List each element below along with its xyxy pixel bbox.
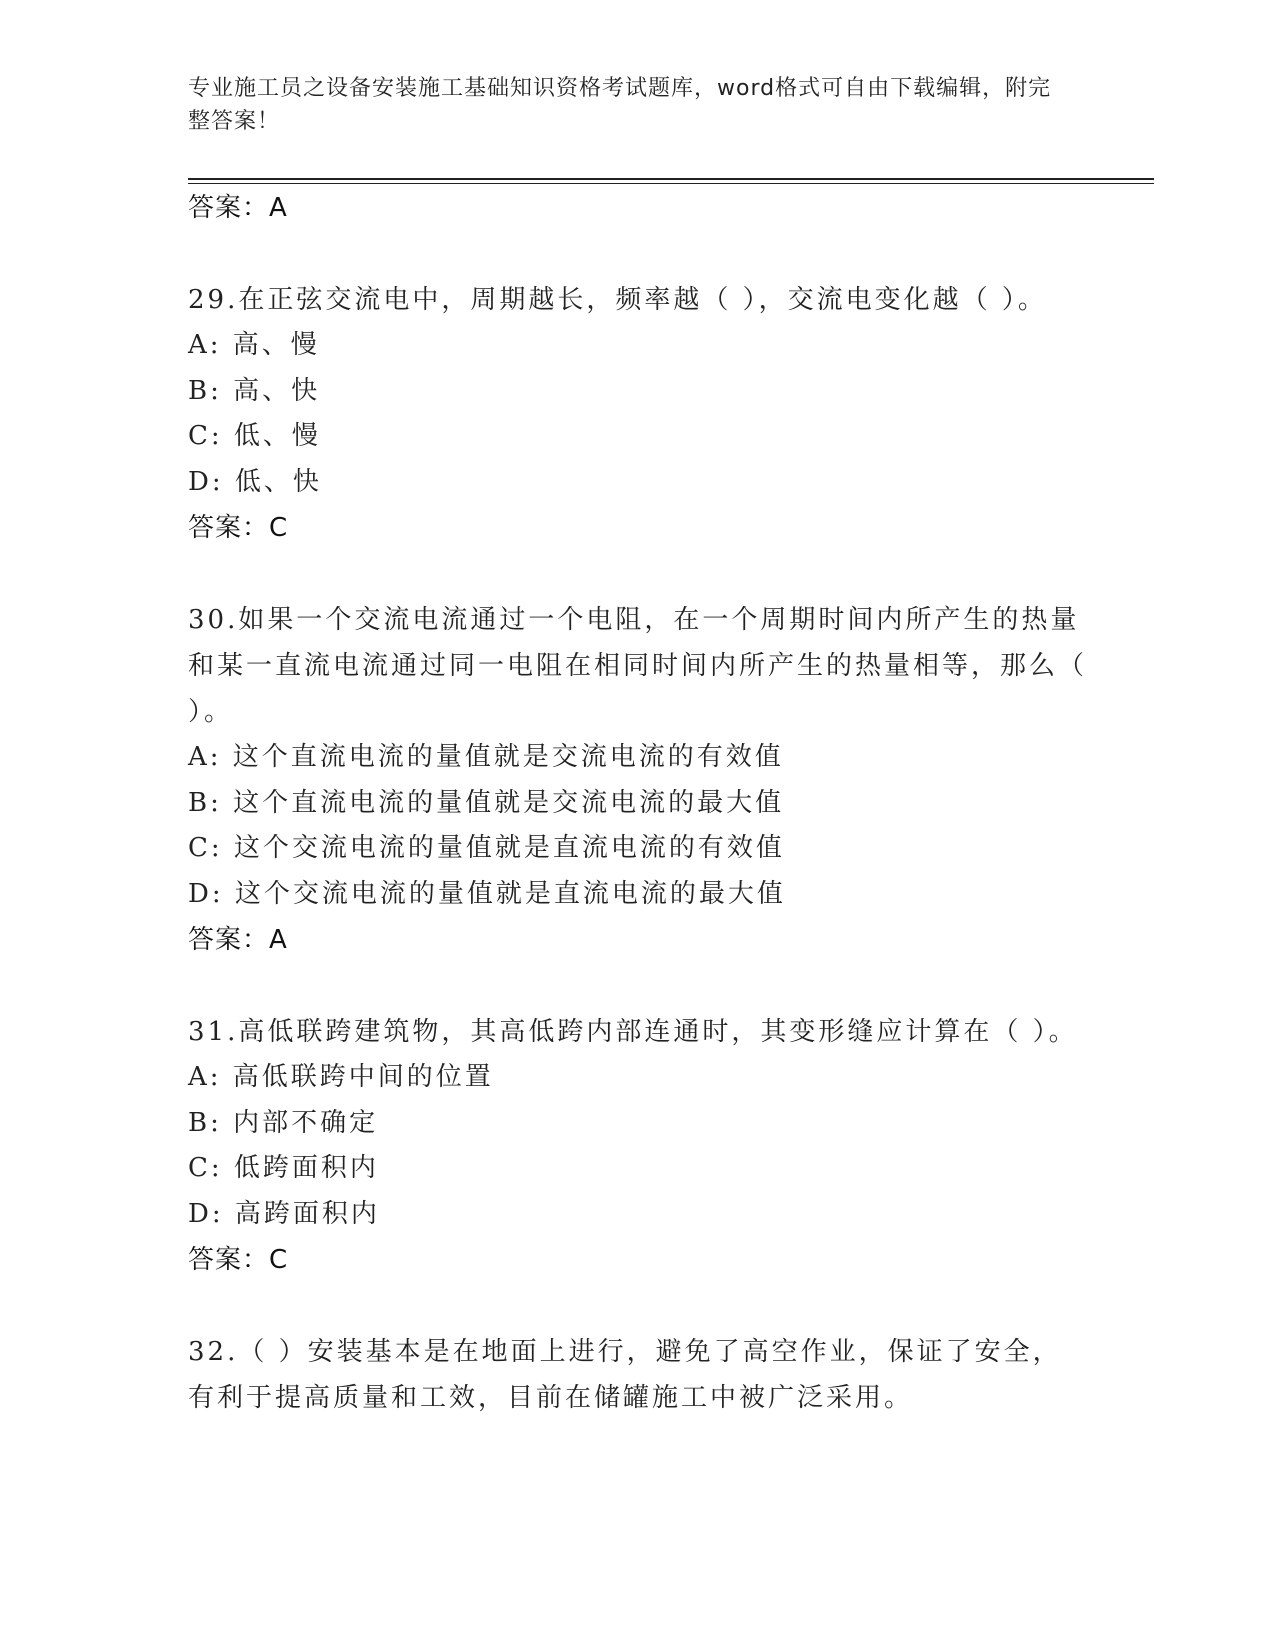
question-block [188, 1329, 1088, 1421]
option-b: B: 高、快 [188, 375, 321, 406]
option-d: D: 高跨面积内 [188, 1198, 380, 1229]
question-text: 29.在正弦交流电中，周期越长，频率越（ ），交流电变化越（ ）。 [188, 285, 1047, 315]
answer-label: 答案：A [188, 925, 288, 955]
option-c: C: 低跨面积内 [188, 1153, 379, 1183]
option-d: D: 这个交流电流的量值就是直流电流的最大值 [188, 878, 786, 909]
question-block [188, 597, 1088, 963]
question-block [188, 277, 1088, 551]
header-divider-thin [188, 183, 1154, 184]
question-block [188, 1009, 1088, 1283]
question-text: 31.高低联跨建筑物，其高低跨内部连通时，其变形缝应计算在（ ）。 [188, 1017, 1078, 1047]
option-d: D: 低、快 [188, 466, 322, 497]
option-a: A: 高低联跨中间的位置 [188, 1062, 494, 1092]
question-text: 32.（ ）安装基本是在地面上进行，避免了高空作业，保证了安全，有利于提高质量和工效，目前在储罐施工中被广泛采用。 [188, 1337, 1062, 1413]
option-c: C: 低、慢 [188, 421, 321, 451]
question-list [188, 185, 1088, 1421]
answer-label: 答案：C [188, 1245, 289, 1275]
header-divider-thick [188, 178, 1154, 180]
answer-label: 答案：C [188, 513, 289, 543]
answer-label: 答案：A [188, 193, 288, 223]
option-b: B: 内部不确定 [188, 1107, 379, 1138]
option-a: A: 高、慢 [188, 330, 320, 360]
page-header: 专业施工员之设备安装施工基础知识资格考试题库，word格式可自由下载编辑，附完整答案！ [188, 76, 1052, 134]
option-c: C: 这个交流电流的量值就是直流电流的有效值 [188, 833, 785, 863]
option-b: B: 这个直流电流的量值就是交流电流的最大值 [188, 787, 785, 818]
question-text: 30.如果一个交流电流通过一个电阻，在一个周期时间内所产生的热量和某一直流电流通过同一电阻在相同时间内所产生的热量相等，那么（ ）。 [188, 605, 1088, 727]
option-a: A: 这个直流电流的量值就是交流电流的有效值 [188, 742, 784, 772]
